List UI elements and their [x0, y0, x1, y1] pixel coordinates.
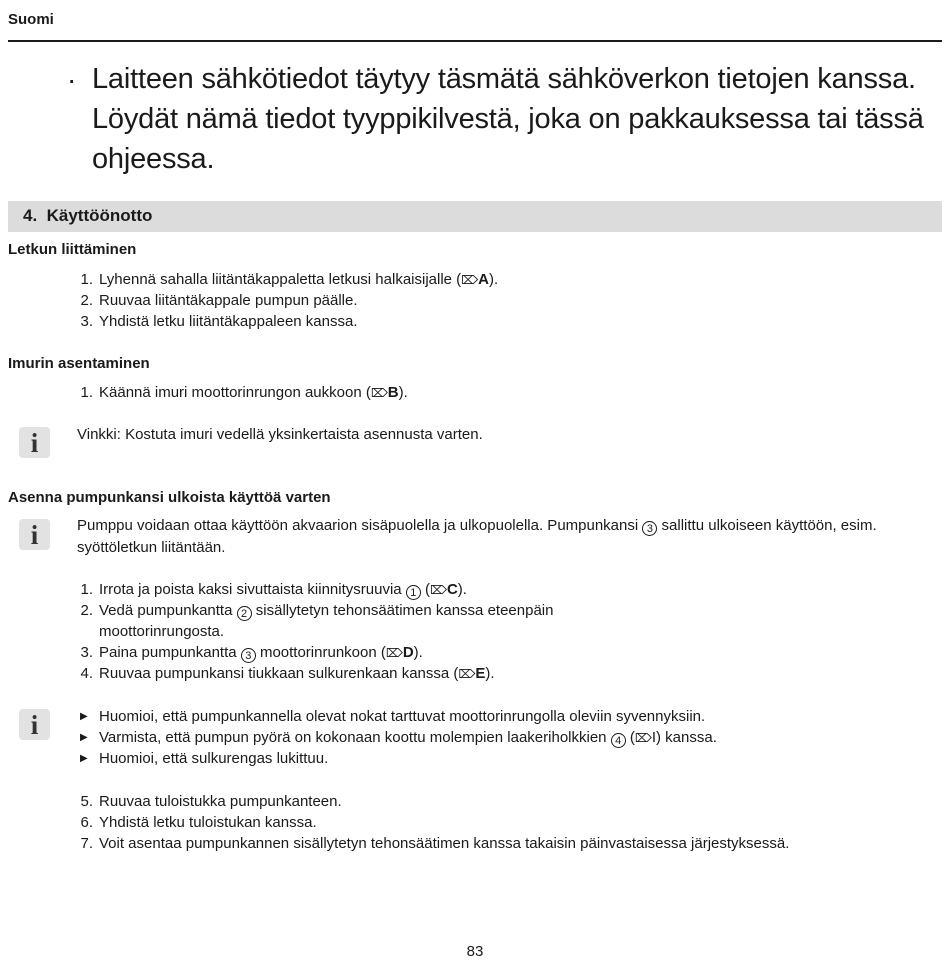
step-text: Käännä imuri moottorinrungon aukkoon (⌦B). [99, 384, 408, 401]
note-text: Huomioi, että sulkurengas lukittuu. [99, 750, 329, 767]
step-number: 2. [80, 292, 93, 309]
page-number: 83 [466, 943, 484, 960]
note-text: Varmista, että pumpun pyörä on kokonaan koottu molempien laakeriholkkien 4 (⌦I) kanssa. [99, 729, 717, 747]
intro-bullet: · [67, 64, 77, 95]
intro-text: Laitteen sähkötiedot täytyy täsmätä sähköverkon tietojen kanssa. Löydät nämä tiedot tyyppikilvestä, joka on pakkauksessa tai tässä ohjeessa. [92, 63, 924, 175]
step-number: 7. [80, 835, 93, 852]
step-text: Voit asentaa pumpunkannen sisällytetyn tehonsäätimen kanssa takaisin päinvastaisessa järjestyksessä. [99, 835, 790, 852]
tip-text: Vinkki: Kostuta imuri vedellä yksinkertaista asennusta varten. [77, 426, 483, 443]
info-icon: i [19, 709, 50, 740]
step-text: Ruuvaa liitäntäkappale pumpun päälle. [99, 292, 358, 309]
language-label: Suomi [8, 11, 54, 28]
section-title: 4. Käyttöönotto [23, 206, 153, 225]
step-text-continued: moottorinrungosta. [99, 623, 225, 640]
step-number: 3. [80, 313, 93, 330]
arrow-bullet-icon: ▶ [80, 711, 88, 722]
header-rule [8, 40, 942, 42]
step-text: Vedä pumpunkantta 2 sisällytetyn tehonsäätimen kanssa eteenpäin [99, 602, 554, 620]
arrow-bullet-icon: ▶ [80, 753, 88, 764]
step-number: 6. [80, 814, 93, 831]
step-text: Paina pumpunkantta 3 moottorinrunkoon (⌦D). [99, 644, 423, 662]
step-number: 5. [80, 793, 93, 810]
info-icon: i [19, 519, 50, 550]
subheading-filter: Imurin asentaminen [8, 355, 150, 372]
info-text: Pumppu voidaan ottaa käyttöön akvaarion sisäpuolella ja ulkopuolella. Pumpunkansi 3 sallittu ulkoiseen käyttöön, esim. syöttöletkun liitäntään. [77, 517, 877, 556]
step-number: 4. [80, 665, 93, 682]
step-text: Ruuvaa tuloistukka pumpunkanteen. [99, 793, 342, 810]
arrow-bullet-icon: ▶ [80, 732, 88, 743]
step-number: 3. [80, 644, 93, 661]
step-text: Irrota ja poista kaksi sivuttaista kiinnitysruuvia 1 (⌦C). [99, 581, 467, 599]
subheading-cover: Asenna pumpunkansi ulkoista käyttöä varten [8, 489, 331, 506]
step-text: Ruuvaa pumpunkansi tiukkaan sulkurenkaan kanssa (⌦E). [99, 665, 495, 682]
step-number: 1. [80, 581, 93, 598]
step-number: 1. [80, 271, 93, 288]
step-number: 1. [80, 384, 93, 401]
step-text: Yhdistä letku tuloistukan kanssa. [99, 814, 317, 831]
info-icon: i [19, 427, 50, 458]
step-number: 2. [80, 602, 93, 619]
step-text: Lyhennä sahalla liitäntäkappaletta letkusi halkaisijalle (⌦A). [99, 271, 499, 288]
note-text: Huomioi, että pumpunkannella olevat nokat tarttuvat moottorinrungolla oleviin syvennyksiin. [99, 708, 706, 725]
step-text: Yhdistä letku liitäntäkappaleen kanssa. [99, 313, 358, 330]
subheading-hose: Letkun liittäminen [8, 241, 137, 258]
